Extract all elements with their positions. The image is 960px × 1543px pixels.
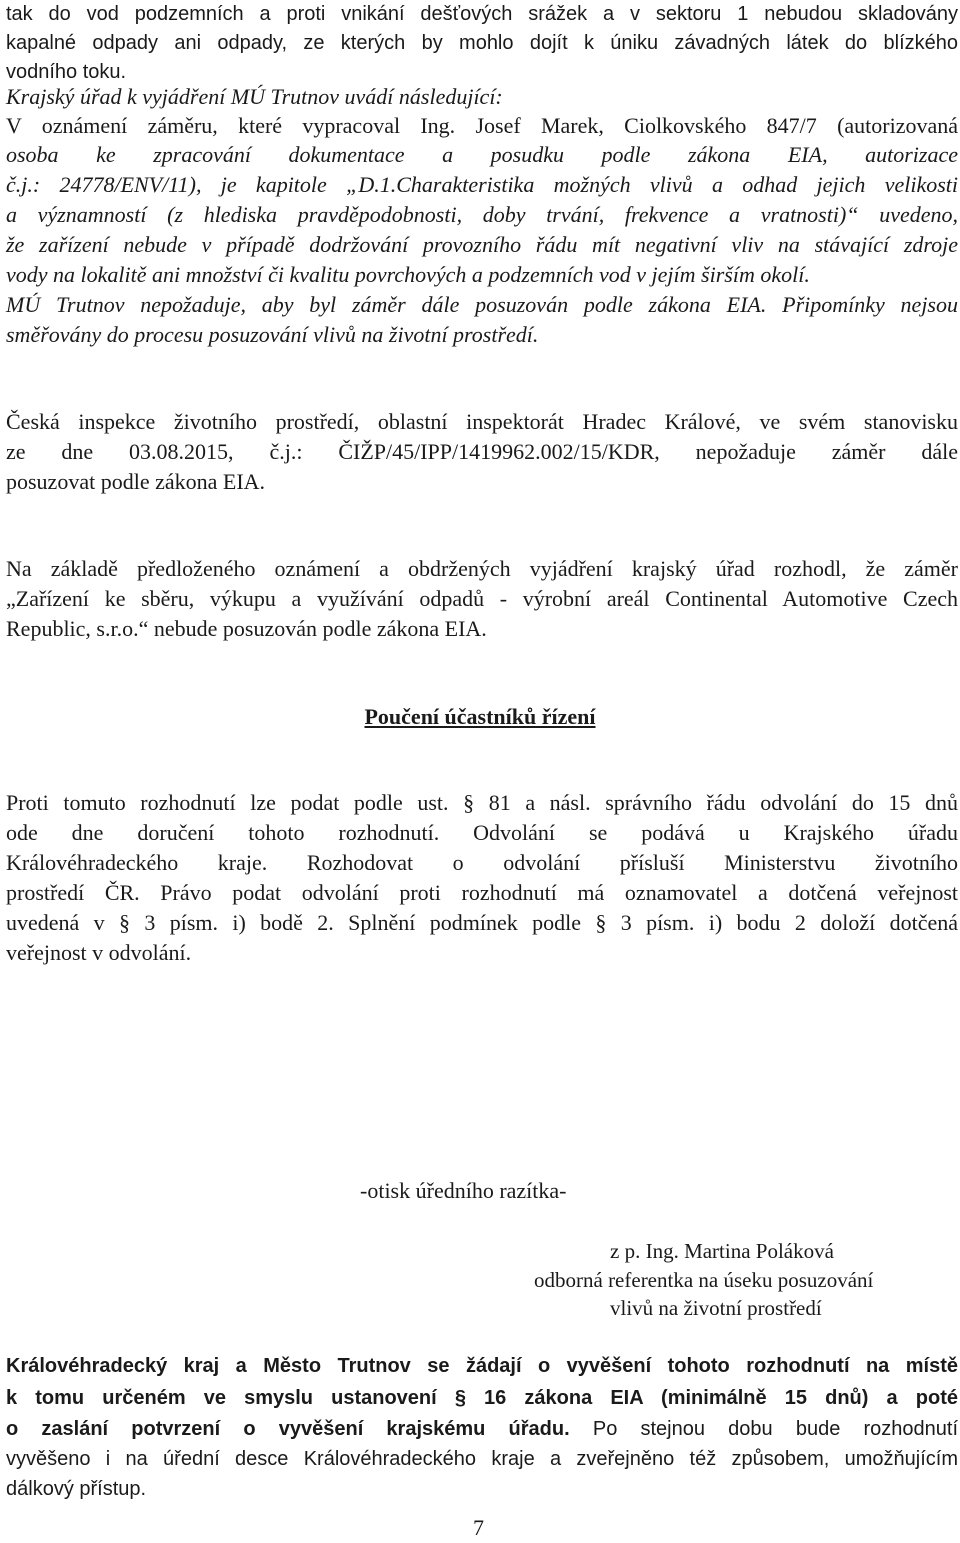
closing-line-5: dálkový přístup. [6,1478,147,1500]
decision-line-2: „Zařízení ke sběru, výkupu a využívání odpadů - výrobní areál Continental Automotive Czech [6,586,958,611]
intro-line-3: vodního toku. [6,61,127,83]
closing-line-4: vyvěšeno i na úřední desce Královéhradeckého kraje a zveřejněno též způsobem, umožňujícím [6,1448,958,1470]
kraj-statement-line-9: směřovány do procesu posuzování vlivů na životní prostředí. [6,322,539,347]
page-number: 7 [473,1515,484,1540]
closing-line-3 [6,1417,958,1441]
pouceni-line-3: Královéhradeckého kraje. Rozhodovat o odvolání přísluší Ministerstvu životního [6,850,958,875]
intro-line-2: kapalné odpady ani odpady, ze kterých by mohlo dojít k úniku závadných látek do blízkého [6,32,958,54]
cizp-line-1: Česká inspekce životního prostředí, oblastní inspektorát Hradec Králové, ve svém stanovisku [6,409,958,434]
decision-line-3: Republic, s.r.o.“ nebude posuzován podle zákona EIA. [6,616,487,641]
signature-role-1: odborná referentka na úseku posuzování [534,1268,874,1292]
kraj-statement-line-3: osoba ke zpracování dokumentace a posudku podle zákona EIA, autorizace [6,142,958,167]
kraj-statement-line-6: že zařízení nebude v případě dodržování provozního řádu mít negativní vliv na stávající zdroje [6,232,958,257]
stamp-placeholder: -otisk úředního razítka- [360,1178,567,1203]
kraj-statement-line-2: V oznámení záměru, které vypracoval Ing. Josef Marek, Ciolkovského 847/7 (autorizovaná [6,113,958,138]
cizp-line-2: ze dne 03.08.2015, č.j.: ČIŽP/45/IPP/1419962.002/15/KDR, nepožaduje záměr dále [6,439,958,464]
intro-line-1: tak do vod podzemních a proti vnikání dešťových srážek a v sektoru 1 nebudou skladovány [6,3,958,25]
cizp-line-3: posuzovat podle zákona EIA. [6,469,266,494]
pouceni-line-4: prostředí ČR. Právo podat odvolání proti rozhodnutí má oznamovatel a dotčená veřejnost [6,880,958,905]
closing-line-3-rest: Po stejnou dobu bude rozhodnutí [569,1418,959,1440]
kraj-statement-line-4: č.j.: 24778/ENV/11), je kapitole „D.1.Charakteristika možných vlivů a odhad jejich velikosti [6,172,958,197]
kraj-statement-line-8: MÚ Trutnov nepožaduje, aby byl záměr dále posuzován podle zákona EIA. Připomínky nejsou [6,292,958,317]
pouceni-line-6: veřejnost v odvolání. [6,940,192,965]
signature-role-2: vlivů na životní prostředí [610,1296,822,1320]
decision-line-1: Na základě předloženého oznámení a obdržených vyjádření krajský úřad rozhodl, že záměr [6,556,958,581]
signature-name: z p. Ing. Martina Poláková [610,1239,834,1263]
kraj-statement-line-7: vody na lokalitě ani množství či kvalitu povrchových a podzemních vod v jejím širším okolí. [6,262,810,287]
closing-line-2: k tomu určeném ve smyslu ustanovení § 16 zákona EIA (minimálně 15 dnů) a poté [6,1387,958,1409]
pouceni-line-5: uvedená v § 3 písm. i) bodě 2. Splnění podmínek podle § 3 písm. i) bodu 2 doloží dotčená [6,910,958,935]
kraj-statement-line-5: a významností (z hlediska pravděpodobnosti, doby trvání, frekvence a vratnosti)“ uvedeno, [6,202,958,227]
pouceni-line-2: ode dne doručení tohoto rozhodnutí. Odvolání se podává u Krajského úřadu [6,820,958,845]
closing-line-1: Královéhradecký kraj a Město Trutnov se žádají o vyvěšení tohoto rozhodnutí na místě [6,1355,958,1377]
closing-line-3-bold: o zaslání potvrzení o vyvěšení krajskému úřadu. [6,1418,570,1440]
pouceni-line-1: Proti tomuto rozhodnutí lze podat podle ust. § 81 a násl. správního řádu odvolání do 15 dnů [6,790,958,815]
kraj-statement-heading: Krajský úřad k vyjádření MÚ Trutnov uvádí následující: [6,84,503,109]
pouceni-heading: Poučení účastníků řízení [364,704,596,729]
